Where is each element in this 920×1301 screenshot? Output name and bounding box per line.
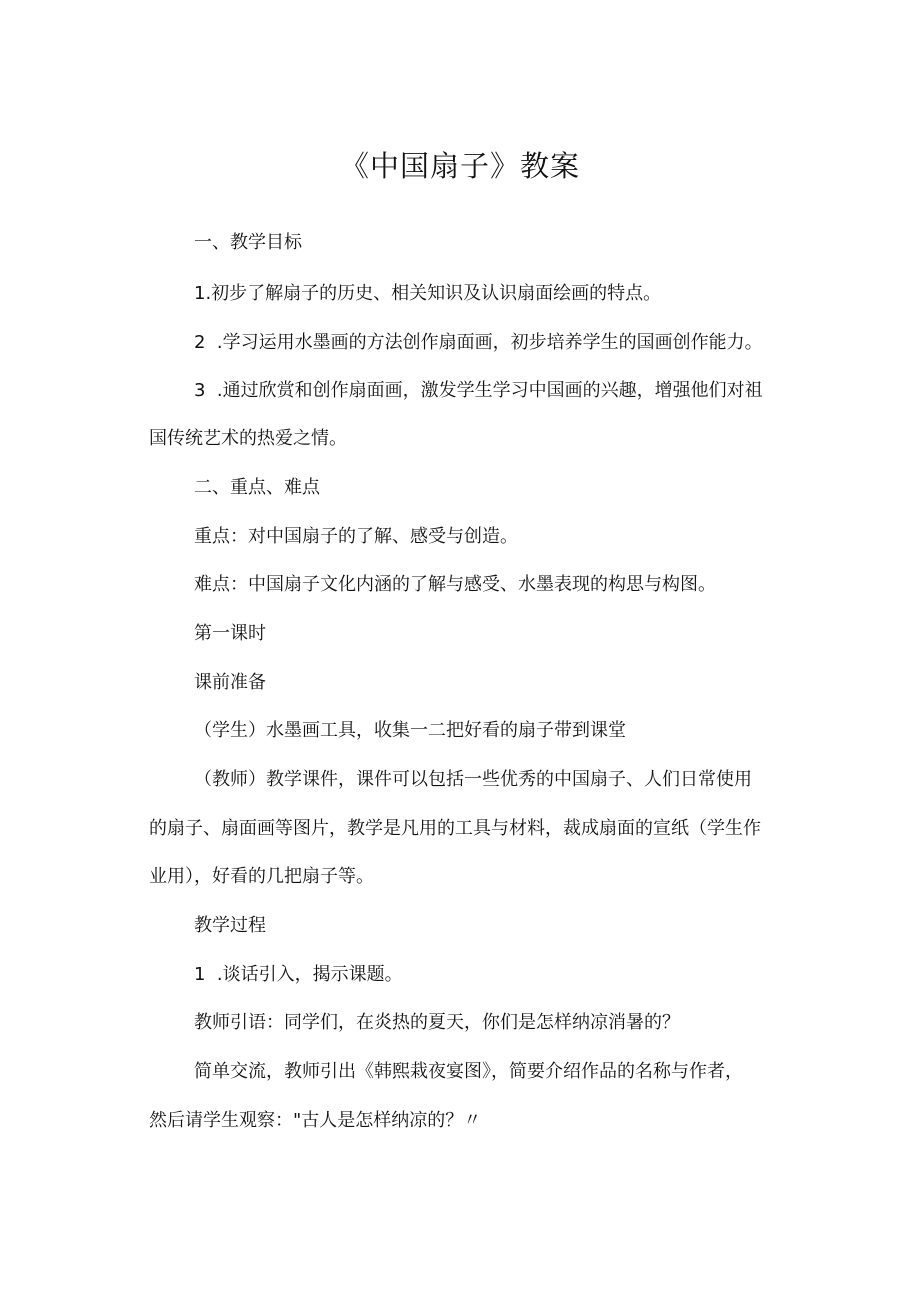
section-heading-key-points: 二、重点、难点 [194,477,320,498]
difficult-point: 难点：中国扇子文化内涵的了解与感受、水墨表现的构思与构图。 [194,574,716,595]
student-preparation: （学生）水墨画工具，收集一二把好看的扇子带到课堂 [194,720,626,741]
teacher-preparation: （教师）教学课件，课件可以包括一些优秀的中国扇子、人们日常使用 [194,769,752,790]
objective-1: 1.初步了解扇子的历史、相关知识及认识扇面绘画的特点。 [194,283,662,304]
process-heading: 教学过程 [194,915,266,936]
discussion-continued: 然后请学生观察："古人是怎样纳凉的？〃 [149,1110,482,1131]
section-heading-objectives: 一、教学目标 [194,232,302,253]
lesson-heading: 第一课时 [194,623,266,644]
key-point: 重点：对中国扇子的了解、感受与创造。 [194,526,518,547]
preparation-heading: 课前准备 [194,672,266,693]
teacher-intro: 教师引语：同学们，在炎热的夏天，你们是怎样纳凉消暑的？ [194,1012,680,1033]
document-title: 《中国扇子》教案 [339,149,580,183]
objective-2: 2 .学习运用水墨画的方法创作扇面画，初步培养学生的国画创作能力。 [194,332,763,353]
objective-3-continued: 国传统艺术的热爱之情。 [149,428,347,449]
teacher-preparation-continued-1: 的扇子、扇面画等图片，教学是凡用的工具与材料，裁成扇面的宣纸（学生作 [149,818,761,839]
discussion: 简单交流，教师引出《韩熙栽夜宴图》，简要介绍作品的名称与作者， [194,1061,743,1082]
process-step-1: 1 .谈话引入，揭示课题。 [194,964,403,985]
teacher-preparation-continued-2: 业用），好看的几把扇子等。 [149,866,374,887]
objective-3: 3 .通过欣赏和创作扇面画，激发学生学习中国画的兴趣，增强他们对祖 [194,380,763,401]
